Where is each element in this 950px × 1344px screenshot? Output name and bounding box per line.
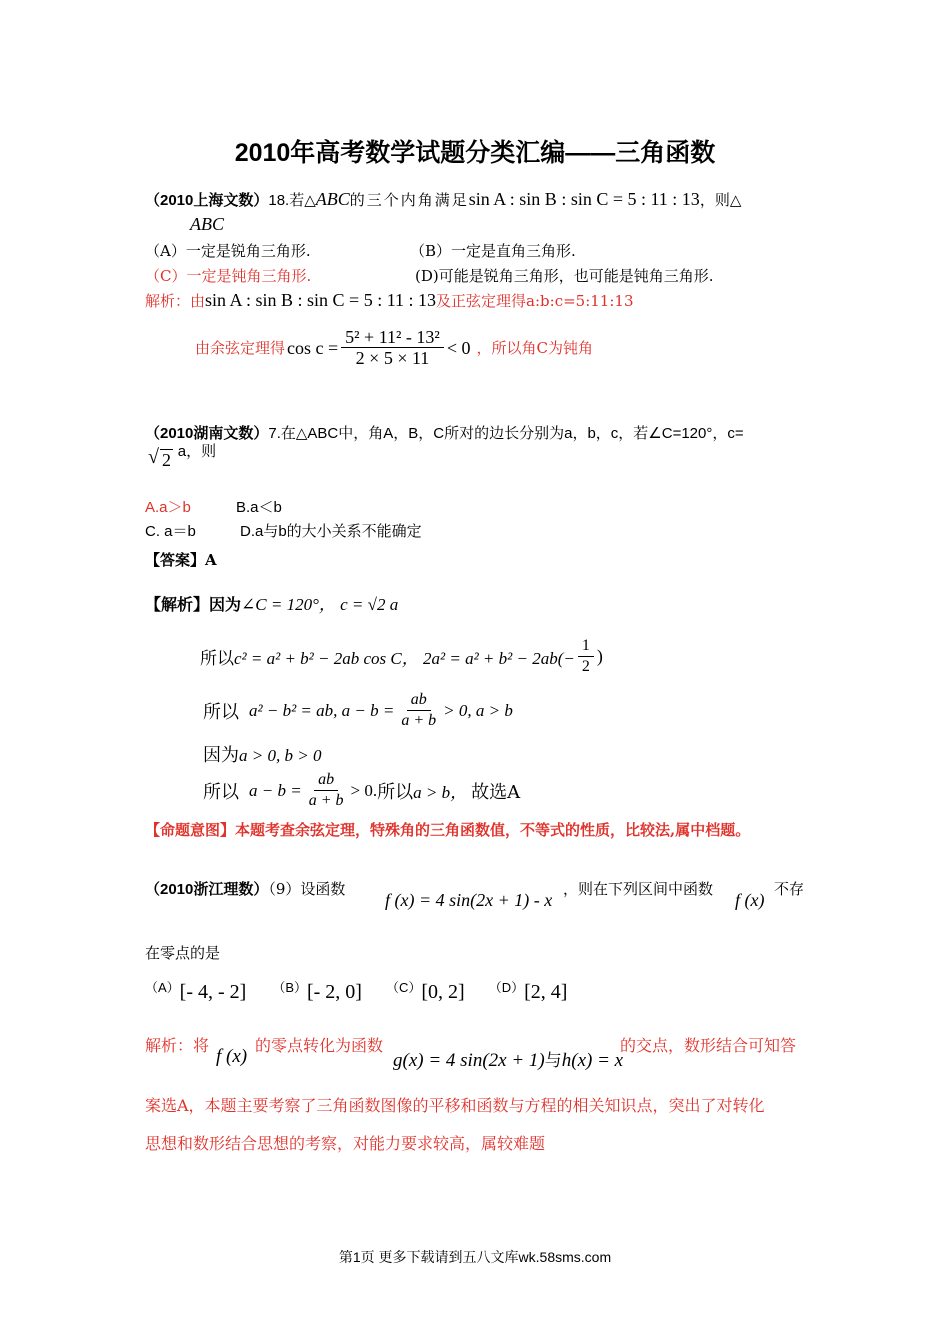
q3-opt-a-label: （A） <box>145 980 180 995</box>
q2-sqrt2-value: 2 <box>162 450 171 470</box>
q2-line5-c: 所以 <box>377 781 414 803</box>
q3-sol-a: 解析：将 <box>145 1036 210 1055</box>
q1-sol2-lhs: cos c = <box>287 337 339 358</box>
q3-opt-b-label: （B） <box>272 980 307 995</box>
q2-line5-d: a > b， <box>413 783 468 802</box>
q1-option-a: （A）一定是锐角三角形. <box>145 242 311 260</box>
q2-line5-e: 故选A <box>471 781 521 803</box>
q2-solution-line4 <box>203 741 321 767</box>
q3-sol-d: 案选A，本题主要考察了三角函数图像的平移和函数与方程的相关知识点，突出了对转化 <box>145 1096 765 1115</box>
q1-source: （2010上海文数） <box>145 192 269 209</box>
q1-sol1-math: sin A : sin B : sin C = 5 : 11 : 13 <box>205 290 437 310</box>
q1-stem-line <box>145 188 741 212</box>
q2-solution-line5 <box>203 770 520 811</box>
q1-option-b: （B）一定是直角三角形. <box>410 242 576 260</box>
q3-sol-g: g(x) = 4 sin(2x + 1) <box>393 1050 545 1071</box>
q2-line2-frac-num: 1 <box>578 636 594 657</box>
q2-line3-a: a² − b² = ab, a − b = <box>249 700 395 720</box>
q2-option-c: C. a＝b <box>145 523 196 540</box>
q1-sol2-fraction <box>341 327 444 368</box>
q3-function <box>385 890 552 911</box>
q2-stem2: a，则 <box>177 443 217 460</box>
q3-source: （2010浙江理数） <box>145 881 269 898</box>
q2-sqrt2: √ 2 <box>148 446 171 470</box>
q3-fx: f (x) = 4 sin(2x + 1) - x <box>385 890 553 910</box>
q3-sol-e: 思想和数形结合思想的考察，对能力要求较高，属较难题 <box>145 1134 546 1153</box>
q2-line5-label: 所以 <box>203 781 239 803</box>
q3-stem-c: 不存 <box>774 880 805 898</box>
q1-abc: ABC <box>315 189 350 209</box>
q3-sol-c: 的交点，数形结合可知答 <box>620 1036 797 1055</box>
q2-option-b: B.a＜b <box>236 499 282 516</box>
q2-line3-fraction <box>397 690 440 731</box>
q3-stem-line <box>145 878 345 901</box>
q1-solution-line1 <box>145 289 634 312</box>
q2-line5-fraction <box>305 770 348 811</box>
q2-line2-frac-den: 2 <box>581 658 590 675</box>
q2-line2-fraction <box>578 636 594 677</box>
q1-abc-wrap: ABC <box>190 214 224 234</box>
q2-sol-math1: ∠C = 120°， c = √2 a <box>241 595 399 614</box>
page-footer: 第1页 更多下载请到五八文库wk.58sms.com <box>338 1249 612 1265</box>
q2-source: （2010湖南文数） <box>145 425 269 442</box>
q2-stem-line <box>145 423 744 445</box>
q1-sol2-denominator: 2 × 5 × 11 <box>355 348 430 368</box>
q2-stem-line2 <box>148 443 217 473</box>
q3-fx2: f (x) <box>735 890 765 910</box>
q2-stem: 7.在△ABC中，角A，B，C所对的边长分别为a，b，c，若∠C=120°，c= <box>268 425 744 442</box>
q1-solution-line2 <box>195 327 593 368</box>
q2-line5-b: > 0. <box>350 780 378 800</box>
q2-line3-den: a + b <box>401 712 437 729</box>
q1-sol2-rhs: < 0 <box>446 337 471 358</box>
q1-option-c: （C）一定是钝角三角形. <box>145 267 312 285</box>
q3-opt-d: [2, 4] <box>524 981 568 1003</box>
q1-sol1-label: 解析：由 <box>145 292 206 310</box>
q2-solution-line1 <box>145 594 398 616</box>
q3-opt-c: [0, 2] <box>421 981 465 1003</box>
q3-opt-b: [- 2, 0] <box>306 981 362 1003</box>
q2-line5-num: ab <box>314 770 338 791</box>
q2-line5-a: a − b = <box>249 780 302 800</box>
q1-condition: sin A : sin B : sin C = 5 : 11 : 13 <box>468 189 700 209</box>
q2-option-d: D.a与b的大小关系不能确定 <box>240 523 422 540</box>
q2-line2-label: 所以 <box>200 649 234 669</box>
q2-line5-den: a + b <box>308 792 344 809</box>
q2-solution-line3 <box>203 690 513 731</box>
q3-sol-yu: 与 <box>544 1051 562 1070</box>
q2-answer: 【答案】A <box>145 551 217 569</box>
q1-sol2-tail: ，所以角C为钝角 <box>476 338 593 357</box>
q2-line2-math: c² = a² + b² − 2ab cos C， 2a² = a² + b² − 2ab(− <box>234 649 575 668</box>
q2-line3-label: 所以 <box>203 701 239 723</box>
q2-intent: 【命题意图】本题考查余弦定理，特殊角的三角函数值，不等式的性质，比较法,属中档题。 <box>145 821 751 839</box>
q1-option-d: (D)可能是锐角三角形，也可能是钝角三角形. <box>415 267 714 285</box>
q2-sol-label: 【解析】因为 <box>145 595 242 614</box>
q3-opt-d-label: （D） <box>488 980 525 995</box>
q2-line4-math: a > 0, b > 0 <box>239 746 322 765</box>
q1-sol2-label: 由余弦定理得 <box>195 338 286 357</box>
q3-options <box>145 981 567 1004</box>
q2-line3-num: ab <box>407 690 431 711</box>
q1-sol1-tail: 及正弦定理得a:b:c=5:11:13 <box>436 292 634 310</box>
q1-stem-a: 18.若△ <box>268 192 316 209</box>
q3-sol-h: h(x) = x <box>561 1050 624 1071</box>
q2-option-a: A.a＞b <box>145 499 191 516</box>
q3-stem-d: 在零点的是 <box>145 944 221 962</box>
q1-stem-b: 的三个内角满足 <box>349 191 469 209</box>
q2-line2-close: ) <box>596 646 603 666</box>
page-title: 2010年高考数学试题分类汇编——三角函数 <box>234 139 716 167</box>
q3-sol-gh <box>393 1046 623 1072</box>
q2-line3-b: > 0, a > b <box>443 700 513 720</box>
q2-line4-label: 因为 <box>203 745 239 766</box>
q1-sol2-numerator: 5² + 11² - 13² <box>341 327 444 348</box>
q3-sol-fx: f (x) <box>216 1046 248 1067</box>
q2-solution-line2 <box>200 636 603 677</box>
q3-stem-b: ，则在下列区间中函数 <box>563 880 714 898</box>
q3-opt-a: [- 4, - 2] <box>179 981 247 1003</box>
q3-stem-a: （9）设函数 <box>268 880 346 898</box>
q3-opt-c-label: （C） <box>385 980 422 995</box>
q3-sol-b: 的零点转化为函数 <box>255 1036 384 1055</box>
q1-stem-c: ，则△ <box>699 191 742 209</box>
